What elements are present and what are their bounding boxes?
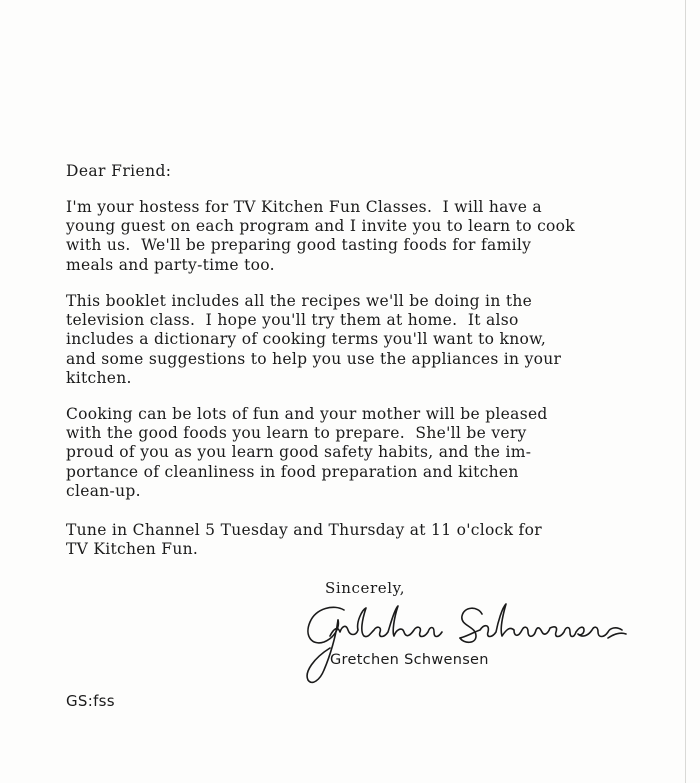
handwritten-signature [300, 596, 630, 691]
paragraph-line: portance of cleanliness in food preparation and kitchen [66, 462, 519, 481]
paragraph-line: with the good foods you learn to prepare. She'll be very [66, 424, 527, 443]
paragraph-line: includes a dictionary of cooking terms you'll want to know, [66, 330, 547, 349]
paragraph-line: kitchen. [66, 368, 132, 387]
paragraph-line: Tune in Channel 5 Tuesday and Thursday at 11 o'clock for [66, 521, 542, 539]
paragraph-intro [66, 198, 656, 275]
paragraph-line: and some suggestions to help you use the appliances in your [66, 349, 562, 368]
paragraph-line: Cooking can be lots of fun and your mother will be pleased [66, 405, 548, 423]
paragraph-booklet [66, 292, 656, 388]
page-edge-line [685, 0, 686, 783]
paragraph-tune-in [66, 521, 656, 559]
paragraph-line: proud of you as you learn good safety habits, and the im- [66, 443, 532, 462]
paragraph-line: TV Kitchen Fun. [66, 540, 199, 559]
paragraph-line: young guest on each program and I invite you to learn to cook [66, 217, 576, 236]
paragraph-line: television class. I hope you'll try them at home. It also [66, 311, 519, 330]
paragraph-line: clean-up. [66, 481, 141, 500]
paragraph-line: This booklet includes all the recipes we'll be doing in the [66, 292, 533, 310]
paragraph-line: I'm your hostess for TV Kitchen Fun Classes. I will have a [66, 198, 542, 216]
reference-initials: GS:fss [66, 692, 115, 710]
paragraph-line: with us. We'll be preparing good tasting foods for family [66, 236, 532, 255]
paragraph-line: meals and party-time too. [66, 255, 275, 274]
paragraph-fun [66, 405, 656, 501]
signer-name: Gretchen Schwensen [330, 652, 489, 668]
salutation: Dear Friend: [66, 162, 172, 180]
closing: Sincerely, [325, 579, 406, 597]
